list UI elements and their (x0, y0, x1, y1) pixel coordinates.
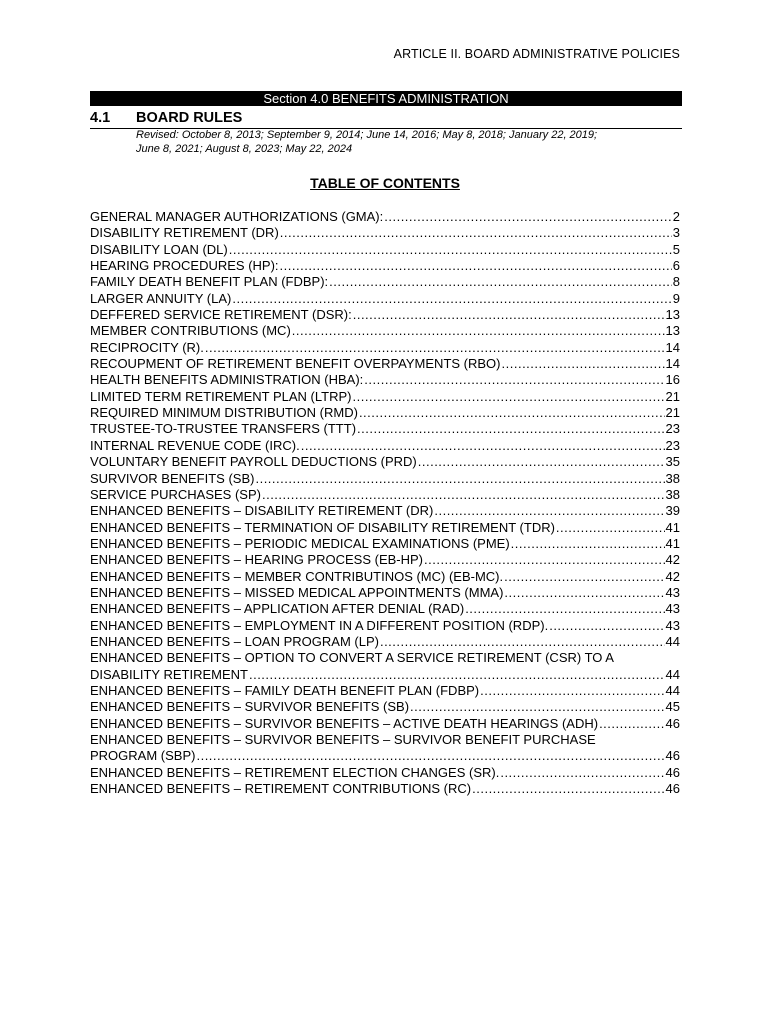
toc-entry-label: ENHANCED BENEFITS – PERIODIC MEDICAL EXAMINATIONS (PME) (90, 535, 510, 551)
toc-entry-page: 42 (665, 552, 680, 568)
toc-item (90, 291, 680, 307)
toc-entry-row (90, 242, 680, 258)
toc-entry-page: 45 (665, 699, 680, 715)
toc-entry-row (90, 585, 680, 601)
dot-leader (410, 699, 664, 715)
toc-entry-page: 42 (665, 568, 680, 584)
dot-leader (424, 552, 665, 568)
toc-entry-page: 14 (665, 339, 680, 355)
dot-leader (292, 323, 665, 339)
dot-leader (301, 438, 665, 454)
toc-entry-page: 6 (672, 258, 680, 274)
toc-entry-page: 43 (665, 617, 680, 633)
dot-leader (511, 536, 665, 552)
toc-entry-page: 9 (672, 290, 680, 306)
toc-entry-page: 39 (665, 503, 680, 519)
toc-title: TABLE OF CONTENTS (310, 175, 460, 191)
toc-item (90, 225, 680, 241)
section-bar: Section 4.0 BENEFITS ADMINISTRATION (90, 91, 682, 106)
toc-entry-row (90, 356, 680, 372)
toc-entry-label: REQUIRED MINIMUM DISTRIBUTION (RMD) (90, 405, 358, 421)
toc-item (90, 503, 680, 519)
toc-entry-label: DISABILITY RETIREMENT (90, 666, 248, 682)
toc-entry-row (90, 438, 680, 454)
toc-item (90, 683, 680, 699)
dot-leader (205, 340, 665, 356)
toc-entry-row (90, 372, 680, 388)
toc-entry-page: 41 (665, 519, 680, 535)
toc-entry-row (90, 716, 680, 732)
toc-entry-label: ENHANCED BENEFITS – APPLICATION AFTER DENIAL (RAD) (90, 601, 465, 617)
toc-item (90, 372, 680, 388)
toc-entry-row (90, 340, 680, 356)
dot-leader (599, 716, 664, 732)
toc-item (90, 274, 680, 290)
dot-leader (352, 389, 664, 405)
toc-entry-label: LARGER ANNUITY (LA) (90, 290, 232, 306)
toc-entry-row (90, 405, 680, 421)
toc-entry-label: GENERAL MANAGER AUTHORIZATIONS (GMA): (90, 209, 384, 224)
toc-entry-label: ENHANCED BENEFITS – HEARING PROCESS (EB-HP) (90, 552, 423, 568)
dot-leader (504, 569, 664, 585)
toc-entry-row (90, 601, 680, 617)
toc-entry-row (90, 552, 680, 568)
toc-item (90, 438, 680, 454)
dot-leader (357, 421, 665, 437)
toc-entry-page: 38 (665, 470, 680, 486)
toc-entry-label: ENHANCED BENEFITS – SURVIVOR BENEFITS – ACTIVE DEATH HEARINGS (ADH) (90, 715, 599, 731)
toc-item (90, 209, 680, 225)
toc-entry-page: 46 (665, 748, 680, 764)
toc-entry-label: LIMITED TERM RETIREMENT PLAN (LTRP) (90, 388, 352, 404)
toc-entry-label: ENHANCED BENEFITS – LOAN PROGRAM (LP) (90, 633, 379, 649)
dot-leader (500, 765, 664, 781)
toc-item (90, 405, 680, 421)
toc-entry-label: DEFFERED SERVICE RETIREMENT (DSR): (90, 307, 352, 323)
dot-leader (262, 487, 665, 503)
toc-entry-page: 46 (665, 715, 680, 731)
revision-line-1: Revised: October 8, 2013; September 9, 2014; June 14, 2016; May 8, 2018; January 22, 2019; (136, 129, 598, 141)
toc-entry-label: ENHANCED BENEFITS – SURVIVOR BENEFITS (SB) (90, 699, 410, 715)
toc-entry-label: ENHANCED BENEFITS – EMPLOYMENT IN A DIFFERENT POSITION (RDP). (90, 617, 549, 633)
toc-entry-page: 41 (665, 535, 680, 551)
dot-leader (255, 471, 664, 487)
toc-entry-page: 43 (665, 601, 680, 617)
toc-entry-row (90, 569, 680, 585)
dot-leader (196, 748, 664, 764)
toc-entry-label: RECIPROCITY (R). (90, 339, 204, 355)
toc-entry-page: 23 (665, 421, 680, 437)
toc-entry-label: SURVIVOR BENEFITS (SB) (90, 470, 255, 486)
dot-leader (434, 503, 664, 519)
dot-leader (229, 242, 672, 258)
dot-leader (353, 307, 665, 323)
dot-leader (472, 781, 664, 797)
toc-entry-row (90, 781, 680, 797)
dot-leader (280, 225, 672, 241)
toc-item (90, 421, 680, 437)
toc-entry-page: 21 (665, 388, 680, 404)
toc-entry-page: 38 (665, 486, 680, 502)
section-number: 4.1 (90, 110, 111, 126)
dot-leader (380, 634, 665, 650)
toc-entry-row (90, 471, 680, 487)
toc-entry-label: ENHANCED BENEFITS – RETIREMENT ELECTION CHANGES (SR). (90, 764, 500, 780)
toc-entry-label: RECOUPMENT OF RETIREMENT BENEFIT OVERPAYMENTS (RBO) (90, 356, 501, 372)
toc-item (90, 471, 680, 487)
toc-entry-label: ENHANCED BENEFITS – RETIREMENT CONTRIBUTIONS (RC) (90, 781, 472, 797)
table-of-contents (90, 209, 680, 797)
toc-entry-page: 46 (665, 781, 680, 797)
toc-entry-label: DISABILITY LOAN (DL) (90, 241, 228, 257)
toc-entry-page: 44 (665, 666, 680, 682)
toc-entry-row (90, 421, 680, 437)
toc-entry-label: TRUSTEE-TO-TRUSTEE TRANSFERS (TTT) (90, 421, 357, 437)
toc-entry-row (90, 765, 680, 781)
toc-item (90, 323, 680, 339)
toc-entry-row (90, 667, 680, 683)
toc-item (90, 356, 680, 372)
toc-entry-page: 44 (665, 682, 680, 698)
toc-item (90, 716, 680, 732)
toc-entry-label: ENHANCED BENEFITS – FAMILY DEATH BENEFIT PLAN (FDBP) (90, 682, 480, 698)
toc-entry-page: 13 (665, 307, 680, 323)
section-heading (90, 110, 682, 129)
toc-item (90, 781, 680, 797)
toc-item (90, 601, 680, 617)
toc-entry-row (90, 323, 680, 339)
dot-leader (480, 683, 664, 699)
toc-item (90, 520, 680, 536)
toc-entry-row (90, 209, 680, 225)
toc-entry-row (90, 307, 680, 323)
toc-entry-label: DISABILITY RETIREMENT (DR) (90, 225, 279, 241)
dot-leader (549, 618, 664, 634)
toc-item-first-line: ENHANCED BENEFITS – OPTION TO CONVERT A SERVICE RETIREMENT (CSR) TO A (90, 650, 614, 666)
toc-item (90, 765, 680, 781)
toc-item (90, 258, 680, 274)
toc-entry-page: 23 (665, 437, 680, 453)
toc-entry-page: 46 (665, 764, 680, 780)
toc-entry-page: 44 (665, 633, 680, 649)
revision-line-2: June 8, 2021; August 8, 2023; May 22, 2024 (136, 143, 353, 155)
toc-entry-row (90, 225, 680, 241)
toc-entry-page: 5 (672, 241, 680, 257)
toc-entry-row (90, 618, 680, 634)
toc-entry-row (90, 274, 680, 290)
toc-item (90, 454, 680, 470)
dot-leader (384, 209, 672, 225)
revision-dates (136, 128, 656, 156)
toc-item-first-line: ENHANCED BENEFITS – SURVIVOR BENEFITS – SURVIVOR BENEFIT PURCHASE (90, 732, 596, 747)
dot-leader (280, 258, 672, 274)
toc-entry-label: HEALTH BENEFITS ADMINISTRATION (HBA): (90, 372, 364, 388)
toc-entry-row (90, 487, 680, 503)
toc-entry-label: MEMBER CONTRIBUTIONS (MC) (90, 323, 291, 339)
dot-leader (249, 667, 665, 683)
toc-entry-page: 2 (672, 209, 680, 224)
toc-entry-row (90, 748, 680, 764)
dot-leader (418, 454, 665, 470)
toc-entry-row (90, 520, 680, 536)
toc-entry-label: HEARING PROCEDURES (HP): (90, 258, 279, 274)
dot-leader (359, 405, 665, 421)
toc-item (90, 536, 680, 552)
toc-item (90, 487, 680, 503)
dot-leader (364, 372, 664, 388)
toc-entry-label: INTERNAL REVENUE CODE (IRC). (90, 437, 300, 453)
toc-entry-label: SERVICE PURCHASES (SP) (90, 486, 261, 502)
toc-entry-page: 16 (665, 372, 680, 388)
toc-item (90, 732, 680, 765)
toc-entry-page: 14 (665, 356, 680, 372)
toc-entry-row (90, 536, 680, 552)
toc-entry-row (90, 454, 680, 470)
toc-item (90, 242, 680, 258)
toc-entry-label: ENHANCED BENEFITS – DISABILITY RETIREMENT (DR) (90, 503, 434, 519)
dot-leader (504, 585, 664, 601)
toc-item (90, 389, 680, 405)
toc-item (90, 307, 680, 323)
toc-entry-label: FAMILY DEATH BENEFIT PLAN (FDBP): (90, 274, 329, 290)
dot-leader (329, 274, 672, 290)
toc-entry-row (90, 683, 680, 699)
dot-leader (465, 601, 664, 617)
toc-entry-row (90, 389, 680, 405)
running-header: ARTICLE II. BOARD ADMINISTRATIVE POLICIES (393, 47, 680, 61)
toc-entry-page: 13 (665, 323, 680, 339)
toc-entry-label: ENHANCED BENEFITS – MEMBER CONTRIBUTINOS (MC) (EB-MC). (90, 568, 504, 584)
toc-entry-row (90, 634, 680, 650)
toc-entry-row (90, 503, 680, 519)
toc-item (90, 650, 680, 683)
toc-entry-label: VOLUNTARY BENEFIT PAYROLL DEDUCTIONS (PRD) (90, 454, 417, 470)
toc-entry-row (90, 258, 680, 274)
toc-item (90, 699, 680, 715)
toc-item (90, 585, 680, 601)
toc-entry-page: 8 (672, 274, 680, 290)
toc-entry-label: ENHANCED BENEFITS – TERMINATION OF DISABILITY RETIREMENT (TDR) (90, 519, 555, 535)
toc-item (90, 618, 680, 634)
toc-entry-row (90, 291, 680, 307)
toc-item (90, 552, 680, 568)
toc-item (90, 340, 680, 356)
toc-entry-page: 21 (665, 405, 680, 421)
toc-item (90, 634, 680, 650)
toc-entry-label: ENHANCED BENEFITS – MISSED MEDICAL APPOINTMENTS (MMA) (90, 584, 504, 600)
toc-entry-row (90, 699, 680, 715)
toc-entry-page: 3 (672, 225, 680, 241)
dot-leader (232, 291, 671, 307)
toc-entry-page: 35 (665, 454, 680, 470)
toc-entry-label: PROGRAM (SBP) (90, 748, 196, 764)
toc-entry-page: 43 (665, 584, 680, 600)
toc-item (90, 569, 680, 585)
section-title: BOARD RULES (136, 110, 243, 126)
dot-leader (502, 356, 665, 372)
dot-leader (556, 520, 665, 536)
